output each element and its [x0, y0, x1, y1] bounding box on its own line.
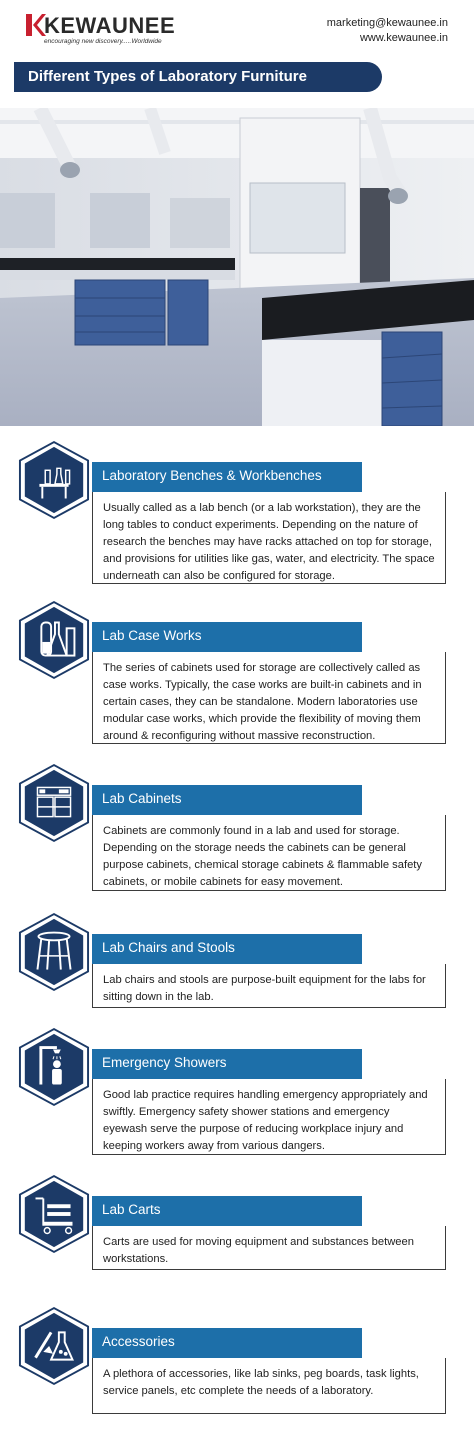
k-logo-mark-icon — [26, 14, 46, 36]
furniture-section — [0, 763, 474, 929]
section-title: Emergency Showers — [102, 1055, 227, 1070]
page-title: Different Types of Laboratory Furniture — [28, 68, 307, 85]
section-title-bar — [92, 1049, 362, 1079]
shower-icon — [18, 1027, 90, 1107]
section-title: Lab Case Works — [102, 628, 202, 643]
section-title-bar — [92, 934, 362, 964]
flasks-icon — [18, 1306, 90, 1386]
section-title: Laboratory Benches & Workbenches — [102, 468, 322, 483]
section-title-bar — [92, 462, 362, 492]
section-title-bar — [92, 622, 362, 652]
section-description: Good lab practice requires handling emergency appropriately and swiftly. Emergency safety shower stations and emergency eyewash serve the purpose of reducing workplace injury and keeping workers away from various dangers. — [92, 1079, 446, 1155]
section-title: Accessories — [102, 1334, 175, 1349]
section-title-bar — [92, 1328, 362, 1358]
furniture-section — [0, 1306, 474, 1452]
section-description: Carts are used for moving equipment and substances between workstations. — [92, 1226, 446, 1270]
beakers-icon — [18, 600, 90, 680]
brand-name: KEWAUNEE — [44, 13, 176, 38]
kewaunee-logo[interactable] — [26, 14, 176, 48]
section-description: Lab chairs and stools are purpose-built equipment for the labs for sitting down in the lab. — [92, 964, 446, 1008]
cabinet-icon — [18, 763, 90, 843]
section-title: Lab Chairs and Stools — [102, 940, 235, 955]
stool-icon — [18, 912, 90, 992]
furniture-section — [0, 600, 474, 782]
title-banner — [14, 62, 382, 92]
section-description: Cabinets are commonly found in a lab and used for storage. Depending on the storage needs the cabinets can be general purpose cabinets, chemical storage cabinets & flammable safety cabinets, or mobile cabinets for easy movement. — [92, 815, 446, 891]
section-title: Lab Carts — [102, 1202, 161, 1217]
furniture-section — [0, 1027, 474, 1193]
contact-website[interactable]: www.kewaunee.in — [359, 32, 448, 44]
cart-icon — [18, 1174, 90, 1254]
laboratory-scene-image — [0, 108, 474, 426]
section-title-bar — [92, 785, 362, 815]
laboratory-photo — [0, 108, 474, 426]
contact-block — [327, 16, 448, 46]
brand-tagline: encouraging new discovery.....Worldwide — [44, 38, 162, 45]
furniture-section — [0, 440, 474, 622]
contact-email[interactable]: marketing@kewaunee.in — [326, 17, 448, 29]
lab-bench-icon — [18, 440, 90, 520]
section-description: A plethora of accessories, like lab sinks, peg boards, task lights, service panels, etc complete the needs of a laboratory. — [92, 1358, 446, 1414]
section-description: The series of cabinets used for storage are collectively called as case works. Typically, the case works are built-in cabinets and in certain cases, they can be standalone. Modern laboratories use modular case works, which provide the flexibility of moving them around & reconfiguring without massive reconstruction. — [92, 652, 446, 744]
header — [0, 0, 474, 60]
section-title: Lab Cabinets — [102, 791, 182, 806]
furniture-section — [0, 1174, 474, 1308]
furniture-section — [0, 912, 474, 1046]
section-description: Usually called as a lab bench (or a lab workstation), they are the long tables to conduct experiments. Depending on the nature of research the benches may have racks attached on top for storage, and provisions for utilities like gas, water, and electricity. The space underneath can also be configured for storage. — [92, 492, 446, 584]
section-title-bar — [92, 1196, 362, 1226]
